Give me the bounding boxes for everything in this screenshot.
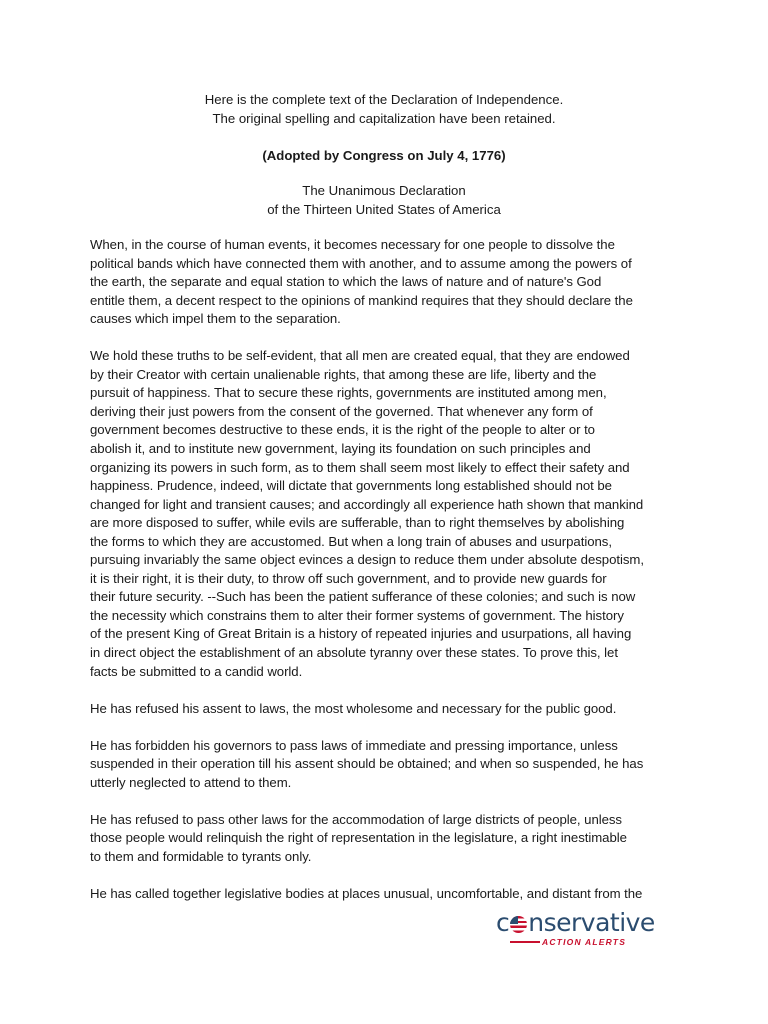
- declaration-body: [90, 236, 678, 922]
- text-line: the necessity which constrains them to alter their former systems of government. The history: [90, 607, 624, 623]
- text-line: their future security. --Such has been the patient sufferance of these colonies; and such is now: [90, 589, 636, 605]
- text-line: entitle them, a decent respect to the opinions of mankind requires that they should declare the: [90, 292, 633, 308]
- text-line: He has forbidden his governors to pass laws of immediate and pressing importance, unless: [90, 737, 618, 753]
- intro-note: [90, 91, 678, 128]
- heading-line-1: The Unanimous Declaration: [302, 183, 466, 198]
- text-line: When, in the course of human events, it becomes necessary for one people to dissolve the: [90, 237, 615, 252]
- paragraph: [90, 236, 678, 329]
- intro-line-2: The original spelling and capitalization have been retained.: [212, 110, 556, 126]
- text-line: causes which impel them to the separation.: [90, 311, 341, 327]
- heading-line-2: of the Thirteen United States of America: [267, 201, 501, 217]
- text-line: pursuit of happiness. That to secure these rights, governments are instituted among men,: [90, 385, 607, 401]
- paragraph: [90, 700, 678, 719]
- text-line: the forms to which they are accustomed. But when a long train of abuses and usurpations,: [90, 533, 612, 549]
- text-line: We hold these truths to be self-evident, that all men are created equal, that they are endowed: [90, 348, 630, 364]
- text-line: abolish it, and to institute new government, laying its foundation on such principles and: [90, 440, 591, 456]
- adoption-text: (Adopted by Congress on July 4, 1776): [262, 148, 506, 163]
- text-line: He has refused his assent to laws, the most wholesome and necessary for the public good.: [90, 700, 617, 716]
- document-heading: [90, 182, 678, 219]
- text-line: by their Creator with certain unalienable rights, that among these are life, liberty and the: [90, 366, 597, 382]
- paragraph: [90, 885, 678, 904]
- logo-subtitle: ACTION ALERTS: [542, 937, 627, 947]
- flag-circle-icon: [510, 916, 527, 933]
- text-line: it is their right, it is their duty, to throw off such government, and to provide new guards for: [90, 570, 607, 586]
- text-line: are more disposed to suffer, while evils are sufferable, than to right themselves by abolishing: [90, 515, 625, 531]
- text-line: happiness. Prudence, indeed, will dictate that governments long established should not be: [90, 478, 612, 494]
- text-line: in direct object the establishment of an absolute tyranny over these states. To prove this, let: [90, 644, 618, 660]
- logo-word-rest: nservative: [528, 908, 655, 937]
- text-line: facts be submitted to a candid world.: [90, 663, 303, 679]
- logo-letter-c: c: [496, 908, 510, 937]
- text-line: the earth, the separate and equal station to which the laws of nature and of nature's God: [90, 274, 602, 290]
- logo-wordmark: [496, 908, 655, 937]
- text-line: organizing its powers in such form, as to them shall seem most likely to effect their safety and: [90, 459, 630, 475]
- text-line: deriving their just powers from the consent of the governed. That whenever any form of: [90, 403, 593, 419]
- text-line: those people would relinquish the right of representation in the legislature, a right inestimable: [90, 830, 627, 846]
- text-line: suspended in their operation till his assent should be obtained; and when so suspended, he has: [90, 756, 644, 772]
- intro-line-1: Here is the complete text of the Declaration of Independence.: [204, 92, 564, 107]
- text-line: to them and formidable to tyrants only.: [90, 848, 312, 864]
- text-line: political bands which have connected them with another, and to assume among the powers of: [90, 255, 632, 271]
- text-line: government becomes destructive to these ends, it is the right of the people to alter or to: [90, 422, 595, 438]
- paragraph: [90, 811, 678, 867]
- text-line: of the present King of Great Britain is a history of repeated injuries and usurpations, all having: [90, 626, 632, 642]
- text-line: He has refused to pass other laws for the accommodation of large districts of people, unless: [90, 811, 622, 827]
- adoption-note: [90, 147, 678, 166]
- text-line: utterly neglected to attend to them.: [90, 774, 292, 790]
- logo-accent-bar: [510, 941, 540, 943]
- text-line: He has called together legislative bodies at places unusual, uncomfortable, and distant from the: [90, 885, 643, 901]
- paragraph: [90, 737, 678, 793]
- conservative-action-alerts-logo: [496, 908, 666, 948]
- text-line: changed for light and transient causes; and accordingly all experience hath shown that mankind: [90, 496, 644, 512]
- text-line: pursuing invariably the same object evinces a design to reduce them under absolute despotism,: [90, 552, 644, 568]
- paragraph: [90, 347, 678, 681]
